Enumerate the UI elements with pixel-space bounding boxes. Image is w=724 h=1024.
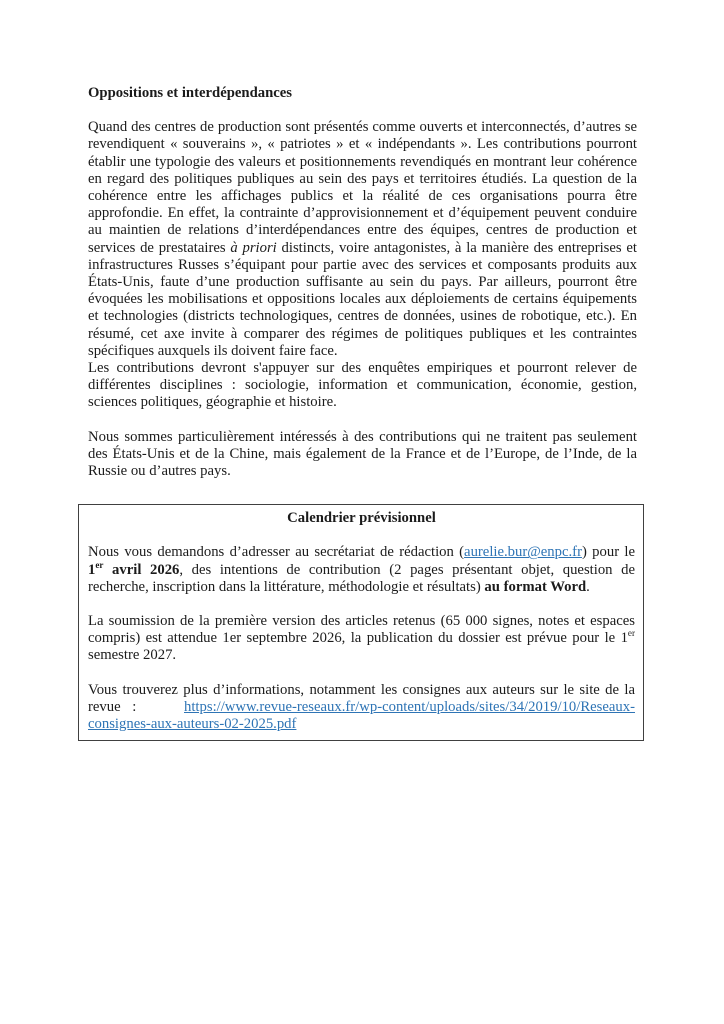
consignes-auteurs-url-link[interactable]: https://www.revue-reseaux.fr/wp-content/uploads/sites/34/2019/10/Reseaux-consignes-aux-auteurs-02-2025.pdf	[88, 698, 635, 733]
text-run: er	[95, 559, 104, 570]
text-run: ) pour le	[581, 544, 635, 561]
calendar-box	[78, 504, 644, 741]
text-run: La soumission de la première version des articles retenus (65 000 signes, notes et espaces compris) est attendue 1er septembre 2026, la publication du dossier est prévue pour le 1	[88, 613, 635, 647]
text-run: Vous trouverez plus d’informations, notamment les consignes aux auteurs sur le site de la revue :	[88, 681, 635, 715]
text-run: au format Word	[484, 578, 587, 595]
document-content	[88, 85, 637, 741]
text-run: distincts, voire antagonistes, à la manière des entreprises et infrastructures Russes s’équipant pour partie avec des services et composants produits aux États-Unis, faute d’une production suffisante au sein du pays. Par ailleurs, pourront être évoquées les mobilisations et oppositions locales aux déploiements de certains équipements et technologies (districts technologiques, centres de données, usines de robotique, etc.). En résumé, cet axe invite à comparer des régimes de politiques publiques et les contraintes spécifiques auxquels ils doivent faire face.	[88, 239, 638, 359]
calendar-paragraph-intentions	[88, 544, 635, 596]
body-paragraph-oppositions	[88, 119, 637, 360]
text-run: Nous vous demandons d’adresser au secrétariat de rédaction (	[88, 544, 465, 561]
email-link[interactable]: aurelie.bur@enpc.fr	[464, 544, 582, 561]
text-run: .	[586, 578, 590, 595]
calendar-box-title: Calendrier prévisionnel	[287, 510, 436, 527]
text-run: 1	[88, 561, 96, 578]
text-run: à priori	[230, 239, 277, 256]
text-run: Quand des centres de production sont présentés comme ouverts et interconnectés, d’autres se revendiquent « souverains », « patriotes » et « indépendants ». Les contributions pourront établir une typologie des valeurs et positionnements revendiqués en montrant leur cohérence en regard des politiques publiques au sein des pays et territoires étudiés. La question de la cohérence entre les affichages publics et la réalité de ces organisations pourra être approfondie. En effet, la contrainte d’approvisionnement et d’équipement peuvent conduire au maintien de relations d’interdépendances entre des équipes, centres de production et services de prestataires	[88, 119, 637, 256]
body-paragraph-pays	[88, 429, 637, 481]
text-run: Nous sommes particulièrement intéressés à des contributions qui ne traitent pas seulement des États-Unis et de la Chine, mais également de la France et de l’Europe, de l’Inde, de la Russie ou d’autres pays.	[88, 428, 637, 480]
text-run: er	[627, 628, 635, 639]
text-run: avril 2026	[103, 561, 180, 578]
text-run: Les contributions devront s'appuyer sur des enquêtes empiriques et pourront relever de différentes disciplines : sociologie, information et communication, économie, gestion, sciences politiques, géographie et histoire.	[88, 360, 637, 411]
body-paragraph-disciplines	[88, 360, 637, 412]
calendar-paragraph-soumission	[88, 613, 635, 665]
calendar-paragraph-informations	[88, 682, 635, 734]
text-run: , des intentions de contribution (2 pages présentant objet, question de recherche, inscription dans la littérature, méthodologie et résultats)	[88, 561, 635, 595]
text-run: semestre 2027.	[88, 647, 177, 664]
section-heading: Oppositions et interdépendances	[88, 85, 293, 101]
